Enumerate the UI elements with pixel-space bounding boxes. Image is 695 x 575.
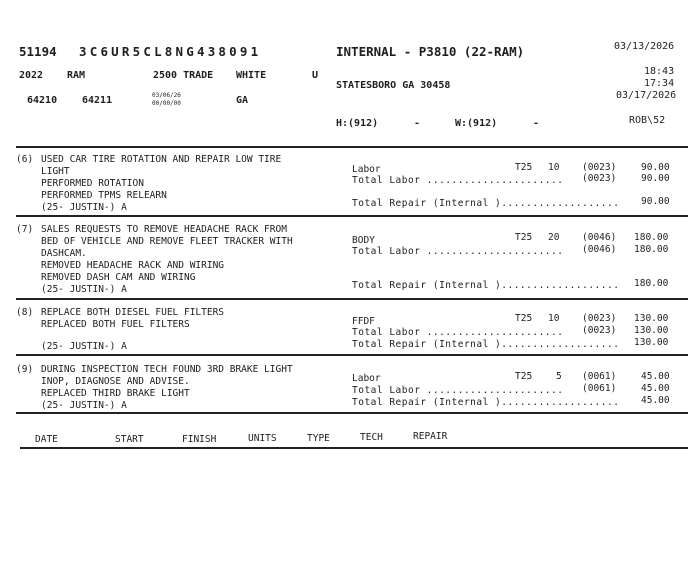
op-code: (0023) — [582, 162, 617, 173]
technician: (25- JUSTIN-) A — [41, 400, 127, 411]
labor-amount: 90.00 — [641, 162, 670, 173]
line-number: (9) — [16, 364, 34, 375]
mileage-out: 64211 — [82, 95, 113, 106]
line-description: INOP, DIAGNOSE AND ADVISE. — [41, 376, 190, 387]
total-labor-code: (0046) — [582, 244, 617, 255]
technician: (25- JUSTIN-) A — [41, 284, 127, 295]
column-units: UNITS — [248, 433, 277, 444]
line-description: REPLACED BOTH FUEL FILTERS — [41, 319, 190, 330]
total-labor-amount: 90.00 — [641, 173, 670, 184]
total-labor-code: (0061) — [582, 383, 617, 394]
city-state-zip: STATESBORO GA 30458 — [336, 80, 451, 91]
line-description: DASHCAM. — [41, 248, 87, 259]
line-description: REPLACED THIRD BRAKE LIGHT — [41, 388, 190, 399]
labor-code: T25 — [515, 371, 533, 382]
labor-code: T25 — [515, 313, 533, 324]
op-code: (0046) — [582, 232, 617, 243]
line-description: PERFORMED TPMS RELEARN — [41, 190, 167, 201]
ro-number: 51194 — [19, 44, 57, 59]
labor-amount: 45.00 — [641, 371, 670, 382]
op-code: (0023) — [582, 313, 617, 324]
line-divider — [16, 412, 688, 414]
op-code: (0061) — [582, 371, 617, 382]
time-promised: 17:34 — [644, 78, 675, 89]
vehicle-color: WHITE — [236, 70, 267, 81]
line-description: DURING INSPECTION TECH FOUND 3RD BRAKE LIGHT — [41, 364, 293, 375]
small-date-2: 00/00/00 — [152, 100, 181, 107]
labor-amount: 180.00 — [634, 232, 669, 243]
ro-type: INTERNAL - P3810 (22-RAM) — [336, 44, 525, 59]
technician: (25- JUSTIN-) A — [41, 202, 127, 213]
time-in: 18:43 — [644, 66, 675, 77]
column-finish: FINISH — [182, 434, 217, 445]
line-description: USED CAR TIRE ROTATION AND REPAIR LOW TIRE — [41, 154, 282, 165]
column-date: DATE — [35, 434, 58, 445]
dash: - — [414, 118, 421, 129]
column-tech: TECH — [360, 432, 383, 443]
total-repair-amount: 130.00 — [634, 337, 669, 348]
labor-type: Labor — [352, 164, 381, 175]
line-divider — [16, 215, 688, 217]
line-description: PERFORMED ROTATION — [41, 178, 144, 189]
work-phone: W:(912) — [455, 118, 498, 129]
total-repair-label: Total Repair (Internal )................... — [352, 339, 620, 350]
total-labor-amount: 45.00 — [641, 383, 670, 394]
total-repair-label: Total Repair (Internal )................... — [352, 397, 620, 408]
line-description: LIGHT — [41, 166, 70, 177]
line-description: SALES REQUESTS TO REMOVE HEADACHE RACK FROM — [41, 224, 287, 235]
total-labor-label: Total Labor ...................... — [352, 175, 564, 186]
column-type: TYPE — [307, 433, 330, 444]
footer-divider — [20, 447, 688, 449]
labor-type: Labor — [352, 373, 381, 384]
line-description: REPLACE BOTH DIESEL FUEL FILTERS — [41, 307, 225, 318]
total-labor-label: Total Labor ...................... — [352, 385, 564, 396]
labor-hours: 20 — [548, 232, 560, 243]
vehicle-code: U — [312, 70, 319, 81]
column-start: START — [115, 434, 144, 445]
total-labor-code: (0023) — [582, 173, 617, 184]
total-repair-amount: 45.00 — [641, 395, 670, 406]
labor-hours: 10 — [548, 162, 560, 173]
date-promised: 03/17/2026 — [616, 90, 677, 101]
labor-hours: 10 — [548, 313, 560, 324]
dash: - — [533, 118, 540, 129]
line-divider — [16, 354, 688, 356]
total-labor-label: Total Labor ...................... — [352, 327, 564, 338]
technician: (25- JUSTIN-) A — [41, 341, 127, 352]
line-number: (8) — [16, 307, 34, 318]
state: GA — [236, 95, 249, 106]
labor-type: BODY — [352, 235, 375, 246]
line-divider — [16, 298, 688, 300]
total-labor-amount: 130.00 — [634, 325, 669, 336]
total-labor-code: (0023) — [582, 325, 617, 336]
labor-type: FFDF — [352, 316, 375, 327]
labor-code: T25 — [515, 232, 533, 243]
line-description: BED OF VEHICLE AND REMOVE FLEET TRACKER WITH — [41, 236, 293, 247]
labor-hours: 5 — [556, 371, 562, 382]
advisor: ROB\52 — [629, 115, 666, 126]
line-description: REMOVED DASH CAM AND WIRING — [41, 272, 196, 283]
mileage-in: 64210 — [27, 95, 58, 106]
vehicle-year: 2022 — [19, 70, 44, 81]
total-repair-amount: 90.00 — [641, 196, 670, 207]
small-date-1: 03/06/26 — [152, 92, 181, 99]
labor-code: T25 — [515, 162, 533, 173]
total-labor-label: Total Labor ...................... — [352, 246, 564, 257]
vehicle-model: 2500 TRADE — [153, 70, 214, 81]
vehicle-make: RAM — [67, 70, 86, 81]
date-opened: 03/13/2026 — [614, 41, 675, 52]
column-repair: REPAIR — [413, 431, 448, 442]
vin: 3C6UR5CL8NG438091 — [79, 44, 262, 59]
home-phone: H:(912) — [336, 118, 379, 129]
total-repair-label: Total Repair (Internal )................... — [352, 280, 620, 291]
total-repair-label: Total Repair (Internal )................... — [352, 198, 620, 209]
total-labor-amount: 180.00 — [634, 244, 669, 255]
line-description: REMOVED HEADACHE RACK AND WIRING — [41, 260, 225, 271]
line-number: (6) — [16, 154, 34, 165]
total-repair-amount: 180.00 — [634, 278, 669, 289]
labor-amount: 130.00 — [634, 313, 669, 324]
line-number: (7) — [16, 224, 34, 235]
header-divider — [16, 146, 688, 148]
